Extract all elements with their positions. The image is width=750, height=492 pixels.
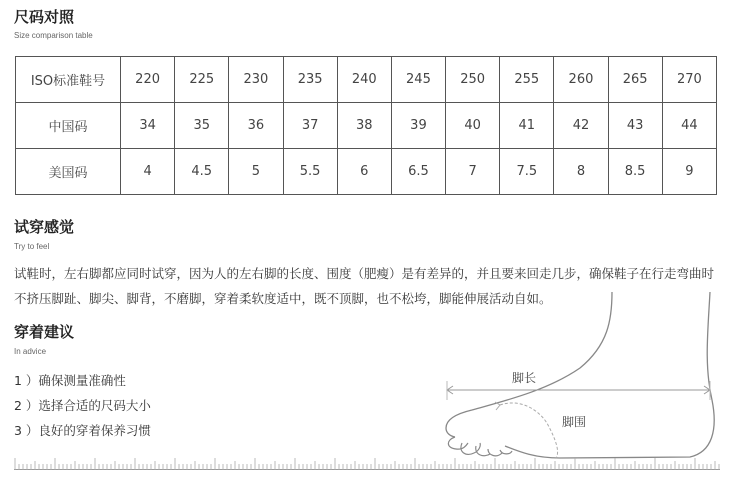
advice-section-title: 穿着建议 bbox=[14, 323, 75, 341]
fit-section-title: 试穿感觉 bbox=[14, 218, 75, 236]
table-cell: 5.5 bbox=[283, 149, 337, 195]
table-cell: 34 bbox=[121, 103, 175, 149]
fit-section-subtitle: Try to feel bbox=[14, 242, 50, 251]
table-cell: 36 bbox=[229, 103, 283, 149]
table-cell: 41 bbox=[500, 103, 554, 149]
foot-girth-label: 脚围 bbox=[562, 415, 587, 429]
table-cell: 220 bbox=[121, 57, 175, 103]
advice-item-1: 1 ）确保测量准确性 bbox=[14, 373, 126, 388]
table-cell: 38 bbox=[337, 103, 391, 149]
table-cell: 260 bbox=[554, 57, 608, 103]
table-cell: 40 bbox=[446, 103, 500, 149]
table-cell: 7 bbox=[446, 149, 500, 195]
table-cell: 230 bbox=[229, 57, 283, 103]
size-section-title: 尺码对照 bbox=[14, 8, 75, 26]
table-cell: 35 bbox=[175, 103, 229, 149]
table-cell: 225 bbox=[175, 57, 229, 103]
table-cell: 5 bbox=[229, 149, 283, 195]
table-row-label: 中国码 bbox=[16, 103, 121, 149]
table-cell: 255 bbox=[500, 57, 554, 103]
table-cell: 39 bbox=[391, 103, 445, 149]
fit-paragraph-line-2: 不挤压脚趾、脚尖、脚背，不磨脚，穿着柔软度适中，既不顶脚，也不松垮，脚能伸展活动自如。 bbox=[14, 291, 552, 306]
table-cell: 4.5 bbox=[175, 149, 229, 195]
table-cell: 8 bbox=[554, 149, 608, 195]
ruler bbox=[14, 458, 720, 470]
table-cell: 42 bbox=[554, 103, 608, 149]
table-cell: 43 bbox=[608, 103, 662, 149]
advice-item-3: 3 ）良好的穿着保养习惯 bbox=[14, 423, 151, 438]
table-cell: 4 bbox=[121, 149, 175, 195]
table-cell: 265 bbox=[608, 57, 662, 103]
table-cell: 270 bbox=[662, 57, 716, 103]
table-cell: 6 bbox=[337, 149, 391, 195]
table-row-label: ISO标准鞋号 bbox=[16, 57, 121, 103]
table-cell: 240 bbox=[337, 57, 391, 103]
table-cell: 6.5 bbox=[391, 149, 445, 195]
table-cell: 7.5 bbox=[500, 149, 554, 195]
foot-outline-front bbox=[446, 292, 612, 437]
table-cell: 235 bbox=[283, 57, 337, 103]
advice-item-2: 2 ）选择合适的尺码大小 bbox=[14, 398, 151, 413]
toe-outlines bbox=[448, 437, 512, 456]
table-row-label: 美国码 bbox=[16, 149, 121, 195]
foot-length-label: 脚长 bbox=[512, 371, 537, 385]
table-cell: 9 bbox=[662, 149, 716, 195]
size-section-subtitle: Size comparison table bbox=[14, 31, 93, 40]
advice-section-subtitle: In advice bbox=[14, 347, 47, 356]
table-cell: 8.5 bbox=[608, 149, 662, 195]
table-cell: 245 bbox=[391, 57, 445, 103]
fit-paragraph-line-1: 试鞋时，左右脚都应同时试穿，因为人的左右脚的长度、围度（肥瘦）是有差异的，并且要来回走几步，确保鞋子在行走弯曲时 bbox=[14, 266, 715, 281]
girth-curve bbox=[500, 403, 558, 458]
table-cell: 44 bbox=[662, 103, 716, 149]
table-cell: 250 bbox=[446, 57, 500, 103]
table-cell: 37 bbox=[283, 103, 337, 149]
